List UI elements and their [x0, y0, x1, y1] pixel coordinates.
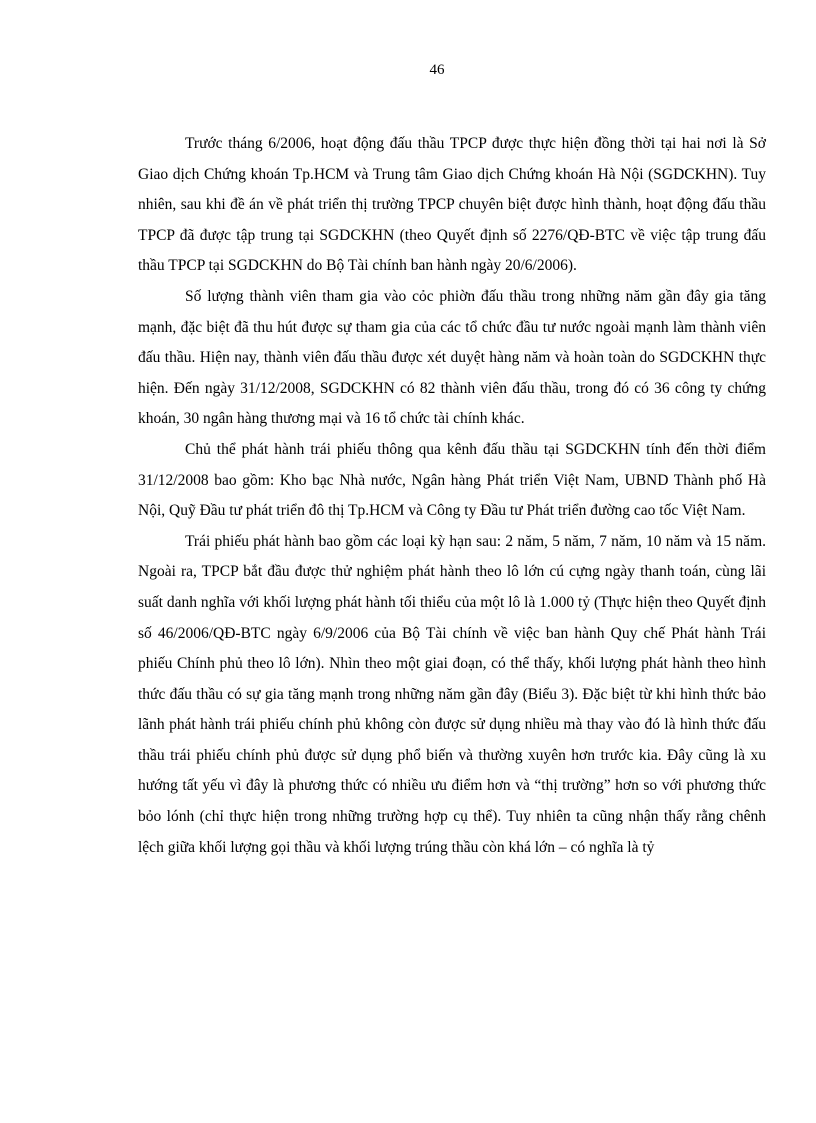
- body-text: [138, 129, 766, 863]
- paragraph-bidding-members: Số lượng thành viên tham gia vào cỏc phiờn đấu thầu trong những năm gần đây gia tăng mạnh, đặc biệt đã thu hút được sự tham gia của các tổ chức đầu tư nước ngoài mạnh làm thành viên đấu thầu. Hiện nay, thành viên đấu thầu được xét duyệt hàng năm và hoàn toàn do SGDCKHN thực hiện. Đến ngày 31/12/2008, SGDCKHN có 82 thành viên đấu thầu, trong đó có 36 công ty chứng khoán, 30 ngân hàng thương mại và 16 tổ chức tài chính khác.: [138, 287, 766, 428]
- paragraph-bond-issuers: Chủ thể phát hành trái phiếu thông qua kênh đấu thầu tại SGDCKHN tính đến thời điểm 31/12/2008 bao gồm: Kho bạc Nhà nước, Ngân hàng Phát triển Việt Nam, UBND Thành phố Hà Nội, Quỹ Đầu tư phát triển đô thị Tp.HCM và Công ty Đầu tư Phát triển đường cao tốc Việt Nam.: [138, 440, 766, 520]
- paragraph-bond-terms: Trái phiếu phát hành bao gồm các loại kỳ hạn sau: 2 năm, 5 năm, 7 năm, 10 năm và 15 năm. Ngoài ra, TPCP bắt đầu được thử nghiệm phát hành theo lô lớn cú cựng ngày thanh toán, cùng lãi suất danh nghĩa với khối lượng phát hành tối thiểu của một lô là 1.000 tỷ (Thực hiện theo Quyết định số 46/2006/QĐ-BTC ngày 6/9/2006 của Bộ Tài chính về việc ban hành Quy chế Phát hành Trái phiếu Chính phủ theo lô lớn). Nhìn theo một giai đoạn, có thể thấy, khối lượng phát hành theo hình thức đấu thầu có sự gia tăng mạnh trong những năm gần đây (Biểu 3). Đặc biệt từ khi hình thức bảo lãnh phát hành trái phiếu chính phủ không còn được sử dụng nhiều mà thay vào đó là hình thức đấu thầu trái phiếu chính phủ được sử dụng phổ biến và thường xuyên hơn trước kia. Đây cũng là xu hướng tất yếu vì đây là phương thức có nhiều ưu điểm hơn và “thị trường” hơn so với phương thức bỏo lónh (chỉ thực hiện trong những trường hợp cụ thể). Tuy nhiên ta cũng nhận thấy rằng chênh lệch giữa khối lượng gọi thầu và khối lượng trúng thầu còn khá lớn – có nghĩa là tỷ: [138, 532, 766, 856]
- page-number: 46: [429, 62, 445, 78]
- paragraph-bidding-history: Trước tháng 6/2006, hoạt động đấu thầu TPCP được thực hiện đồng thời tại hai nơi là Sở Giao dịch Chứng khoán Tp.HCM và Trung tâm Giao dịch Chứng khoán Hà Nội (SGDCKHN). Tuy nhiên, sau khi đề án về phát triển thị trường TPCP chuyên biệt được hình thành, hoạt động đấu thầu TPCP đã được tập trung tại SGDCKHN (theo Quyết định số 2276/QĐ-BTC về việc tập trung đấu thầu TPCP tại SGDCKHN do Bộ Tài chính ban hành ngày 20/6/2006).: [138, 135, 766, 275]
